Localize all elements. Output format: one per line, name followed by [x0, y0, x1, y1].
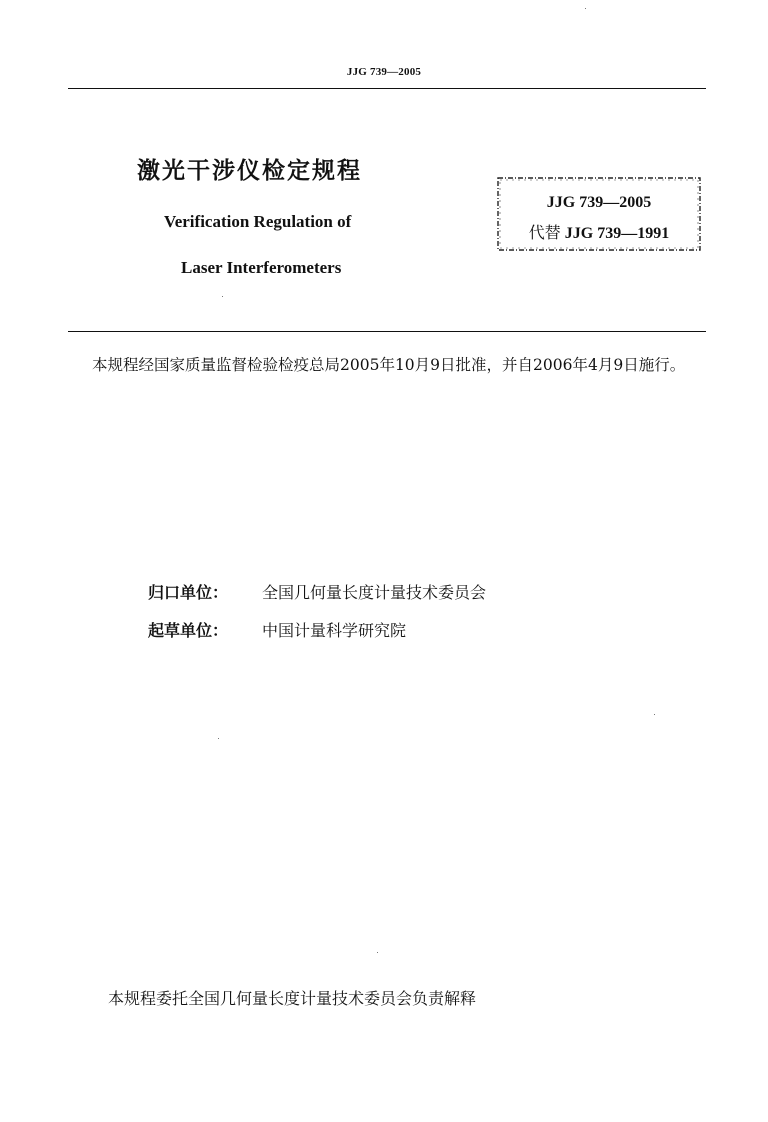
scan-speck	[218, 738, 219, 739]
replaces-line	[494, 220, 704, 243]
top-rule	[68, 88, 706, 89]
replaced-code: JJG 739—1991	[564, 225, 670, 242]
responsible-units	[148, 580, 486, 656]
scan-speck	[654, 714, 655, 715]
interpretation-note: 本规程委托全国几何量长度计量技术委员会负责解释	[108, 989, 477, 1008]
drafting-unit-label: 起草单位：	[148, 621, 229, 640]
header-document-code: JJG 739—2005	[346, 66, 422, 78]
approval-statement: 本规程经国家质量监督检验检疫总局2005年10月9日批准，并自2006年4月9日施行。	[92, 356, 686, 374]
scan-speck	[222, 296, 223, 297]
responsible-unit-label: 归口单位：	[148, 583, 229, 602]
chinese-title: 激光干涉仪检定规程	[137, 158, 362, 184]
english-title-line-1: Verification Regulation of	[164, 212, 352, 231]
middle-rule	[68, 331, 706, 332]
scan-speck	[377, 952, 378, 953]
unit-row-drafting	[148, 618, 486, 656]
drafting-unit-value: 中国计量科学研究院	[262, 621, 407, 640]
unit-row-responsible	[148, 580, 486, 618]
replaces-label: 代替	[528, 223, 561, 242]
responsible-unit-value: 全国几何量长度计量技术委员会	[262, 583, 487, 602]
standard-code: JJG 739—2005	[546, 194, 652, 211]
scan-speck	[585, 8, 586, 9]
decorative-chain-border	[494, 172, 704, 256]
english-title-line-2: Laser Interferometers	[181, 258, 342, 277]
standard-code-box	[494, 172, 704, 256]
